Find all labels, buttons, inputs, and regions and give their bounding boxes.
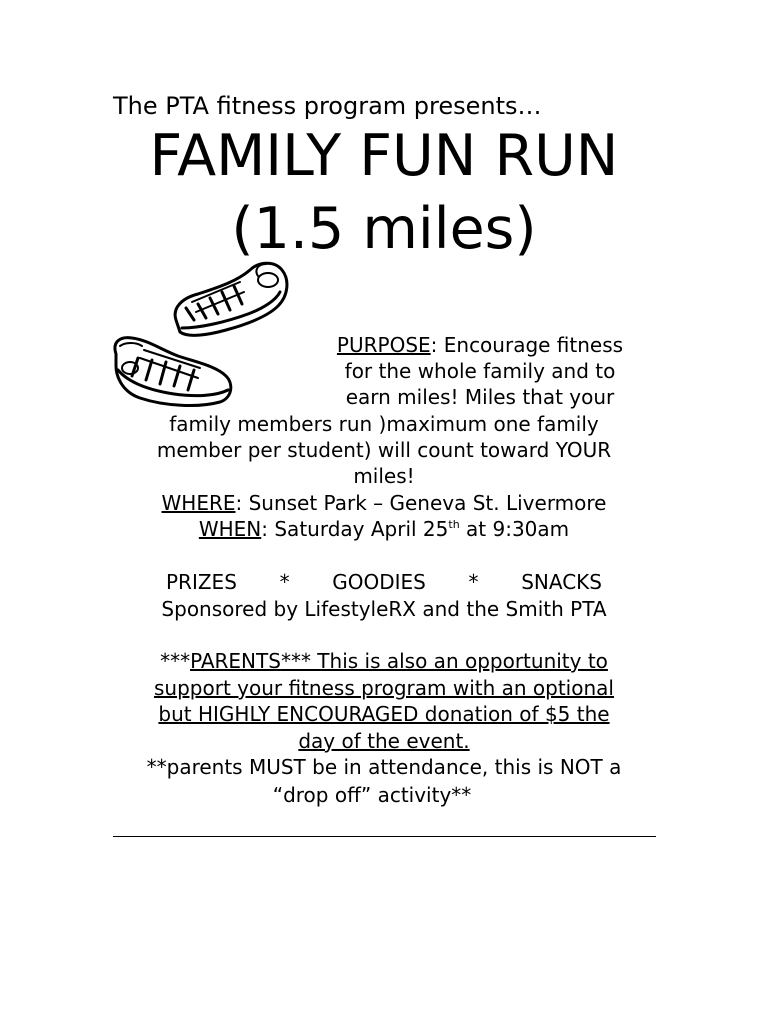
where-line <box>0 490 768 516</box>
attendance-line-2: “drop off” activity** <box>272 783 472 807</box>
title-line-2: (1.5 miles) <box>231 196 537 262</box>
where-value: : Sunset Park – Geneva St. Livermore <box>235 491 607 515</box>
purpose-label: PURPOSE <box>336 333 431 357</box>
intro-text: The PTA fitness program presents… <box>113 92 542 120</box>
purpose-line-3: earn miles! Miles that your <box>345 385 615 409</box>
parents-text-1: *** This is also an opportunity to <box>280 649 608 673</box>
when-time: at 9:30am <box>459 517 570 541</box>
perk-separator-1: * <box>279 570 290 594</box>
parents-prefix: *** <box>160 649 191 673</box>
bottom-divider <box>113 836 656 837</box>
parents-label: PARENTS <box>190 649 281 673</box>
purpose-line-6: miles! <box>353 464 415 488</box>
perks-row <box>166 569 602 595</box>
when-value: : Saturday April 25 <box>261 517 449 541</box>
purpose-line-1 <box>300 332 660 358</box>
when-label: WHEN <box>198 517 262 541</box>
perk-snacks: SNACKS <box>521 570 602 594</box>
when-date-suffix: th <box>448 518 460 531</box>
sponsor-text: Sponsored by LifestyleRX and the Smith PTA <box>161 597 607 621</box>
parents-note-line-4: day of the event. <box>298 729 470 753</box>
perk-goodies: GOODIES <box>332 570 426 594</box>
parents-note-line-1 <box>0 648 768 674</box>
attendance-line-1: **parents MUST be in attendance, this is NOT a <box>146 755 622 779</box>
perk-separator-2: * <box>468 570 479 594</box>
purpose-text-1: : Encourage fitness <box>430 333 624 357</box>
running-shoes-icon <box>108 258 292 412</box>
purpose-line-4: family members run )maximum one family <box>169 412 599 436</box>
purpose-line-5: member per student) will count toward YOUR <box>156 438 612 462</box>
parents-note-line-2: support your fitness program with an optional <box>154 676 614 700</box>
title-line-1: FAMILY FUN RUN <box>149 123 619 189</box>
perk-prizes: PRIZES <box>166 570 237 594</box>
parents-note-line-3: but HIGHLY ENCOURAGED donation of $5 the <box>158 702 610 726</box>
purpose-line-2: for the whole family and to <box>344 359 616 383</box>
when-line <box>0 516 768 542</box>
where-label: WHERE <box>161 491 236 515</box>
